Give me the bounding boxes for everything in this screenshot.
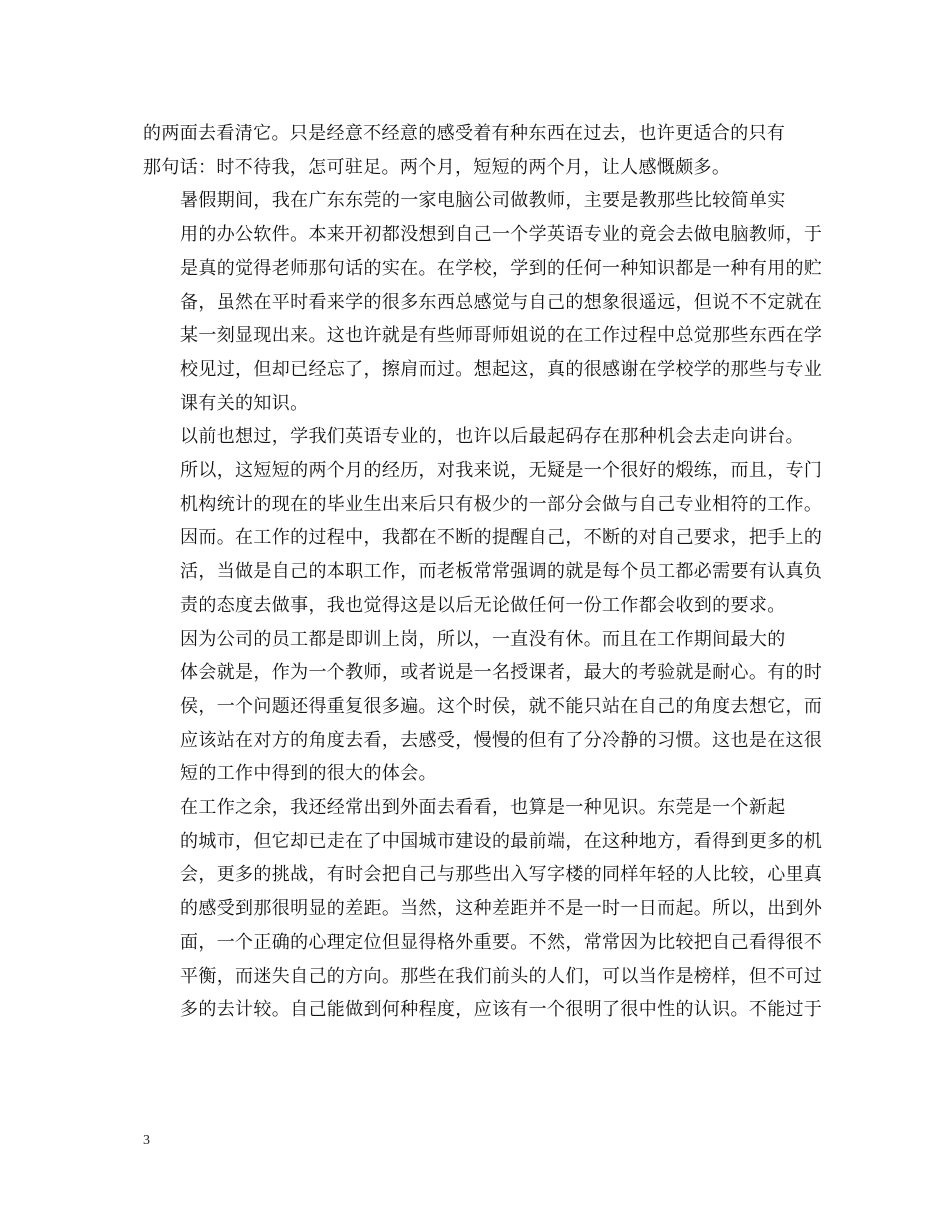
text-line: 责的态度去做事，我也觉得这是以后无论做任何一份工作都会收到的要求。 <box>180 594 786 616</box>
text-line: 以前也想过，学我们英语专业的，也许以后最起码存在那种机会去走向讲台。 <box>180 426 804 448</box>
paragraph <box>143 623 823 792</box>
text-line: 面，一个正确的心理定位但显得格外重要。不然，常常因为比较把自己看得很不 <box>180 931 823 953</box>
text-line: 机构统计的现在的毕业生出来后只有极少的一部分会做与自己专业相符的工作。 <box>180 493 823 515</box>
text-line: 用的办公软件。本来开初都没想到自己一个学英语专业的竟会去做电脑教师，于 <box>180 224 823 246</box>
text-line: 某一刻显现出来。这也许就是有些师哥师姐说的在工作过程中总觉那些东西在学 <box>180 325 823 347</box>
text-line: 会，更多的挑战，有时会把自己与那些出入写字楼的同样年轻的人比较，心里真 <box>180 864 823 886</box>
text-line: 因为公司的员工都是即训上岗，所以，一直没有休。而且在工作期间最大的 <box>180 628 786 650</box>
text-line: 备，虽然在平时看来学的很多东西总感觉与自己的想象很遥远，但说不不定就在 <box>180 291 823 313</box>
text-line: 平衡，而迷失自己的方向。那些在我们前头的人们，可以当作是榜样，但不可过 <box>180 965 823 987</box>
text-line: 在工作之余，我还经常出到外面去看看，也算是一种见识。东莞是一个新起 <box>180 797 786 819</box>
text-line: 多的去计较。自己能做到何种程度，应该有一个很明了很中性的认识。不能过于 <box>180 999 823 1021</box>
text-line: 体会就是，作为一个教师，或者说是一名授课者，最大的考验就是耐心。有的时 <box>180 662 823 684</box>
text-line: 校见过，但却已经忘了，擦肩而过。想起这，真的很感谢在学校学的那些与专业 <box>180 358 823 380</box>
text-line: 是真的觉得老师那句话的实在。在学校，学到的任何一种知识都是一种有用的贮 <box>180 257 823 279</box>
paragraph <box>143 117 809 184</box>
text-line: 那句话：时不待我，怎可驻足。两个月，短短的两个月，让人感慨颇多。 <box>143 156 731 178</box>
paragraph <box>143 791 823 1027</box>
page-number: 3 <box>143 1133 150 1148</box>
document-body <box>143 117 823 1027</box>
text-line: 的感受到那很明显的差距。当然，这种差距并不是一时一日而起。所以，出到外 <box>180 898 823 920</box>
text-line: 因而。在工作的过程中，我都在不断的提醒自己，不断的对自己要求，把手上的 <box>180 527 823 549</box>
text-line: 短的工作中得到的很大的体会。 <box>180 763 437 785</box>
text-line: 暑假期间，我在广东东莞的一家电脑公司做教师，主要是教那些比较简单实 <box>180 190 786 212</box>
text-line: 活，当做是自己的本职工作，而老板常常强调的就是每个员工都必需要有认真负 <box>180 561 823 583</box>
text-line: 所以，这短短的两个月的经历，对我来说，无疑是一个很好的煅练，而且，专门 <box>180 460 823 482</box>
text-line: 的城市，但它却已走在了中国城市建设的最前端，在这种地方，看得到更多的机 <box>180 830 823 852</box>
paragraph <box>143 420 823 622</box>
paragraph <box>143 184 823 420</box>
text-line: 的两面去看清它。只是经意不经意的感受着有种东西在过去，也许更适合的只有 <box>143 123 786 144</box>
text-line: 课有关的知识。 <box>180 392 309 414</box>
text-line: 应该站在对方的角度去看，去感受，慢慢的但有了分冷静的习惯。这也是在这很 <box>180 729 823 751</box>
text-line: 侯，一个问题还得重复很多遍。这个时侯，就不能只站在自己的角度去想它，而 <box>180 695 823 717</box>
